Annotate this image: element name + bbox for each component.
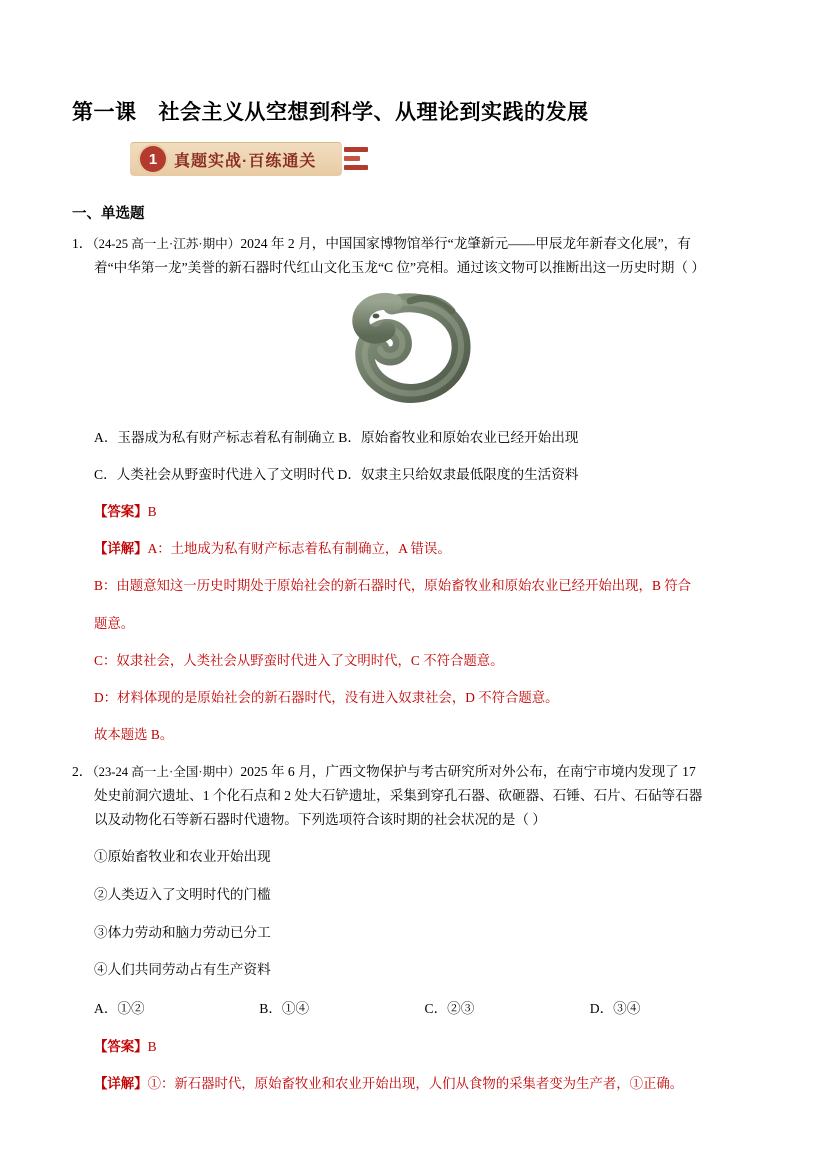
answer-value: B [147,1039,157,1055]
question-1-options-row-2: C．人类社会从野蛮时代进入了文明时代 D．奴隶主只给奴隶最低限度的生活资料 [94,467,579,482]
question-2-item: ①原始畜牧业和农业开始出现 [94,848,271,864]
question-2 [72,761,755,1096]
question-2-stem-line3: 以及动物化石等新石器时代遗物。下列选项符合该时期的社会状况的是（ ） [94,812,546,828]
question-2-option-d: D．③④ [589,1001,641,1017]
question-2-item: ④人们共同劳动占有生产资料 [94,962,271,978]
question-1-options-row-1: A．玉器成为私有财产标志着私有制确立 B．原始畜牧业和原始农业已经开始出现 [94,429,579,445]
explanation-line: B：由题意知这一历史时期处于原始社会的新石器时代，原始畜牧业和原始农业已经开始出现，B 符合 [94,578,692,594]
answer-value: B [147,504,157,520]
page-title-main: 第一课 [72,101,137,124]
question-2-number: 2． [72,764,93,780]
question-1 [72,233,755,747]
explanation-text: A：土地成为私有财产标志着私有制确立，A 错误。 [147,541,451,557]
answer-label: 【答案】 [94,504,148,520]
explanation-line [72,537,755,561]
question-1-stem-line1: 2024 年 2 月，中国国家博物馆举行“龙肇新元——甲辰龙年新春文化展”，有 [240,236,691,251]
question-1-stem-line2: 着“中华第一龙”美誉的新石器时代红山文化玉龙“C 位”亮相。通过该文物可以推断出这一历史时期（ ） [94,260,705,276]
question-2-option-c: C．②③ [424,1001,475,1017]
answer-label: 【答案】 [94,1039,148,1055]
question-1-number: 1． [72,236,93,251]
page-title-sub: 社会主义从空想到科学、从理论到实践的发展 [158,101,589,124]
explanation-label: 【详解】 [94,1076,148,1092]
section-banner [130,142,755,182]
question-2-source: （23-24 高一上·全国·期中） [92,765,241,780]
question-1-answer [72,500,755,523]
question-1-stem [72,233,755,255]
question-2-stem [72,761,755,783]
banner-plate [130,142,342,176]
question-2-stem-line1: 2025 年 6 月，广西文物保护与考古研究所对外公布，在南宁市境内发现了 17 [240,764,696,780]
question-2-options [72,996,755,1022]
question-1-explanation [72,537,755,747]
question-2-item: ②人类迈入了文明时代的门槛 [94,886,271,902]
explanation-line: C：奴隶社会，人类社会从野蛮时代进入了文明时代，C 不符合题意。 [94,652,504,668]
question-2-item: ③体力劳动和脑力劳动已分工 [94,924,271,940]
banner-number: 1 [140,146,166,172]
explanation-line [72,1072,755,1096]
banner-label: 真题实战·百练通关 [174,152,317,170]
section-heading: 一、单选题 [72,206,145,222]
explanation-line: 故本题选 B。 [94,727,174,743]
page-title [72,96,755,126]
question-2-option-b: B．①④ [259,1001,310,1017]
question-2-explanation [72,1072,755,1096]
question-1-source: （24-25 高一上·江苏·期中） [92,237,241,251]
question-2-option-a: A．①② [94,1001,145,1017]
explanation-text: ①：新石器时代，原始畜牧业和农业开始出现，人们从食物的采集者变为生产者，①正确。 [147,1076,684,1092]
question-2-answer [72,1035,755,1058]
explanation-line: D：材料体现的是原始社会的新石器时代，没有进入奴隶社会，D 不符合题意。 [94,690,559,706]
explanation-label: 【详解】 [94,541,148,557]
jade-dragon-artifact-image [314,289,514,407]
question-1-figure [72,289,755,412]
explanation-line: 题意。 [94,615,135,631]
question-2-stem-line2: 处史前洞穴遗址、1 个化石点和 2 处大石铲遗址，采集到穿孔石器、砍砸器、石锤、石片、石砧等石器 [94,788,703,804]
